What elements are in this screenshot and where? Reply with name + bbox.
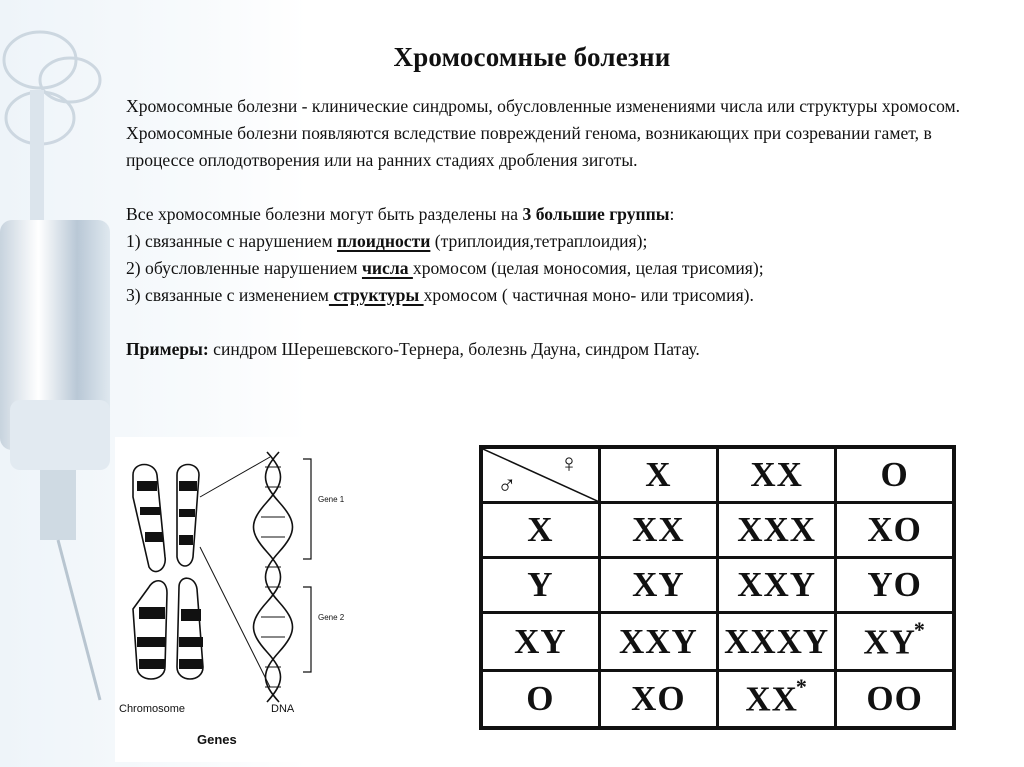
asterisk-mark: * — [795, 673, 808, 699]
table-row-head: XY — [481, 613, 599, 670]
table-row — [481, 613, 954, 670]
table-cell: XXY — [718, 558, 836, 613]
karyotype-table — [479, 445, 956, 730]
table-cell: XX* — [718, 670, 836, 728]
table-row-head: Y — [481, 558, 599, 613]
table-row-head: O — [481, 670, 599, 728]
table-header-cell: X — [599, 447, 717, 503]
examples-label: Примеры: — [126, 339, 209, 359]
group-keyword: структуры — [328, 285, 424, 305]
chromosome-diagram — [115, 437, 360, 762]
examples-line: Примеры: синдром Шерешевского-Тернера, болезнь Дауна, синдром Патау. — [126, 339, 700, 359]
group-item: 3) связанные с изменением структуры хромосом ( частичная моно- или трисомия). — [126, 285, 754, 305]
table-row-head: X — [481, 503, 599, 558]
gene1-label: Gene 1 — [318, 495, 345, 504]
table-cell: XXY — [599, 613, 717, 670]
table-header-cell: XX — [718, 447, 836, 503]
gene2-label: Gene 2 — [318, 613, 345, 622]
table-header-row — [481, 447, 954, 503]
table-cell: YO — [836, 558, 954, 613]
dna-label: DNA — [271, 703, 295, 715]
table-row — [481, 503, 954, 558]
table-row — [481, 558, 954, 613]
table-cell: XXX — [718, 503, 836, 558]
female-symbol-icon: ♀ — [559, 449, 580, 478]
group-keyword: плоидности — [336, 231, 431, 251]
table-cell: XXXY — [718, 613, 836, 670]
table-cell: XO — [599, 670, 717, 728]
combination-table — [479, 445, 956, 730]
table-row — [481, 670, 954, 728]
body-text — [126, 93, 976, 363]
group-item: 2) обусловленные нарушением числа хромосом (целая моносомия, целая трисомия); — [126, 258, 764, 278]
table-cell: XO — [836, 503, 954, 558]
group-item: 1) связанные с нарушением плоидности (триплоидия,тетраплоидия); — [126, 231, 648, 251]
table-cell: XY — [599, 558, 717, 613]
male-symbol-icon: ♂ — [497, 471, 518, 501]
table-cell: OO — [836, 670, 954, 728]
table-cell: XY* — [836, 613, 954, 670]
intro-paragraph: Хромосомные болезни - клинические синдромы, обусловленные изменениями числа или структуры хромосом. Хромосомные болезни появляются вследствие повреждений генома, возникающих при созревании гамет, в процессе оплодотворения или на ранних стадиях дробления зиготы. — [126, 96, 961, 170]
genes-caption: Genes — [197, 732, 237, 747]
table-corner-cell — [481, 447, 599, 503]
page-title: Хромосомные болезни — [393, 42, 671, 72]
chromosome-label: Chromosome — [119, 703, 186, 715]
group-keyword: числа — [361, 258, 413, 278]
chromosome-figure — [115, 437, 360, 762]
asterisk-mark: * — [913, 616, 926, 642]
table-cell: XX — [599, 503, 717, 558]
table-header-cell: O — [836, 447, 954, 503]
groups-count: 3 большие группы — [522, 204, 670, 224]
groups-lead: Все хромосомные болезни могут быть разделены на 3 большие группы: — [126, 204, 675, 224]
